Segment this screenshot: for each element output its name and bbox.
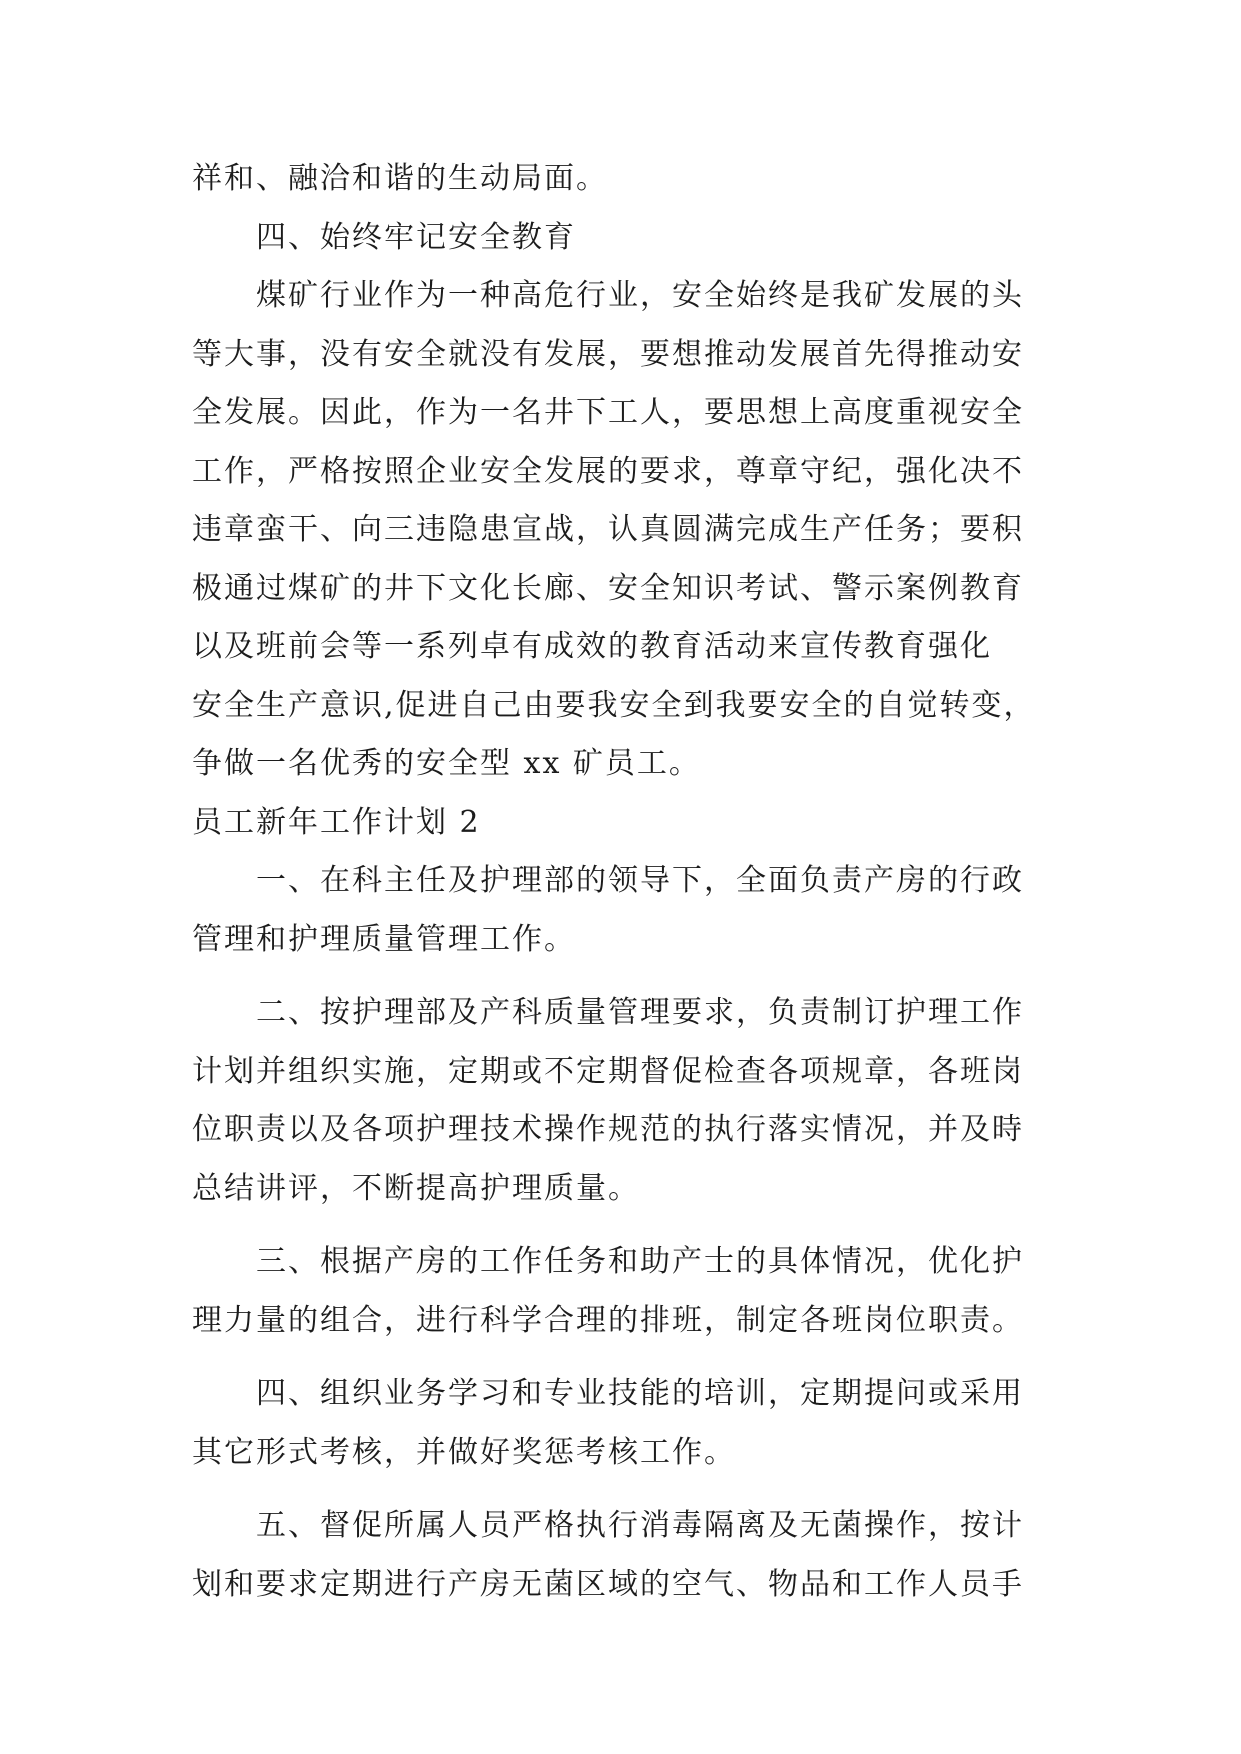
text-line: 等大事，没有安全就没有发展，要想推动发展首先得推动安 (192, 336, 1024, 372)
document-body (192, 150, 1052, 1614)
text-line: 违章蛮干、向三违隐患宣战，认真圆满完成生产任务；要积 (192, 512, 1024, 547)
text-line: 理力量的组合，进行科学合理的排班，制定各班岗位职责。 (192, 1302, 1024, 1338)
text-line: 其它形式考核，并做好奖惩考核工作。 (192, 1434, 736, 1470)
text-line: 祥和、融洽和谐的生动局面。 (192, 161, 608, 196)
text-line: 一、在科主任及护理部的领导下，全面负责产房的行政 (256, 863, 1024, 898)
text-line: 位职责以及各项护理技术操作规范的执行落实情况，并及時 (192, 1112, 1024, 1147)
text-line: 管理和护理质量管理工作。 (192, 921, 576, 957)
text-line: 三、根据产房的工作任务和助产士的具体情况，优化护 (256, 1244, 1024, 1279)
text-line: 争做一名优秀的安全型 xx 矿员工。 (192, 746, 701, 781)
text-line: 二、按护理部及产科质量管理要求，负责制订护理工作 (256, 995, 1024, 1030)
text-line: 安全生产意识,促进自己由要我安全到我要安全的自觉转变， (192, 687, 1036, 723)
text-line: 煤矿行业作为一种高危行业，安全始终是我矿发展的头 (256, 278, 1024, 313)
text-line: 五、督促所属人员严格执行消毒隔离及无菌操作，按计 (256, 1508, 1024, 1543)
text-line: 全发展。因此，作为一名井下工人，要思想上高度重视安全 (192, 395, 1024, 430)
section-heading: 四、始终牢记安全教育 (256, 219, 576, 255)
text-line: 以及班前会等一系列卓有成效的教育活动来宣传教育强化 (192, 629, 992, 664)
text-line: 总结讲评，不断提高护理质量。 (192, 1170, 640, 1206)
text-line: 工作，严格按照企业安全发展的要求，尊章守纪，强化决不 (192, 453, 1024, 489)
text-line: 划和要求定期进行产房无菌区域的空气、物品和工作人员手 (192, 1566, 1024, 1602)
text-line: 四、组织业务学习和专业技能的培训，定期提问或采用 (256, 1376, 1024, 1411)
document-title: 员工新年工作计划 2 (192, 804, 481, 840)
text-line: 计划并组织实施，定期或不定期督促检查各项规章，各班岗 (192, 1053, 1024, 1089)
text-line: 极通过煤矿的井下文化长廊、安全知识考试、警示案例教育 (192, 570, 1024, 606)
